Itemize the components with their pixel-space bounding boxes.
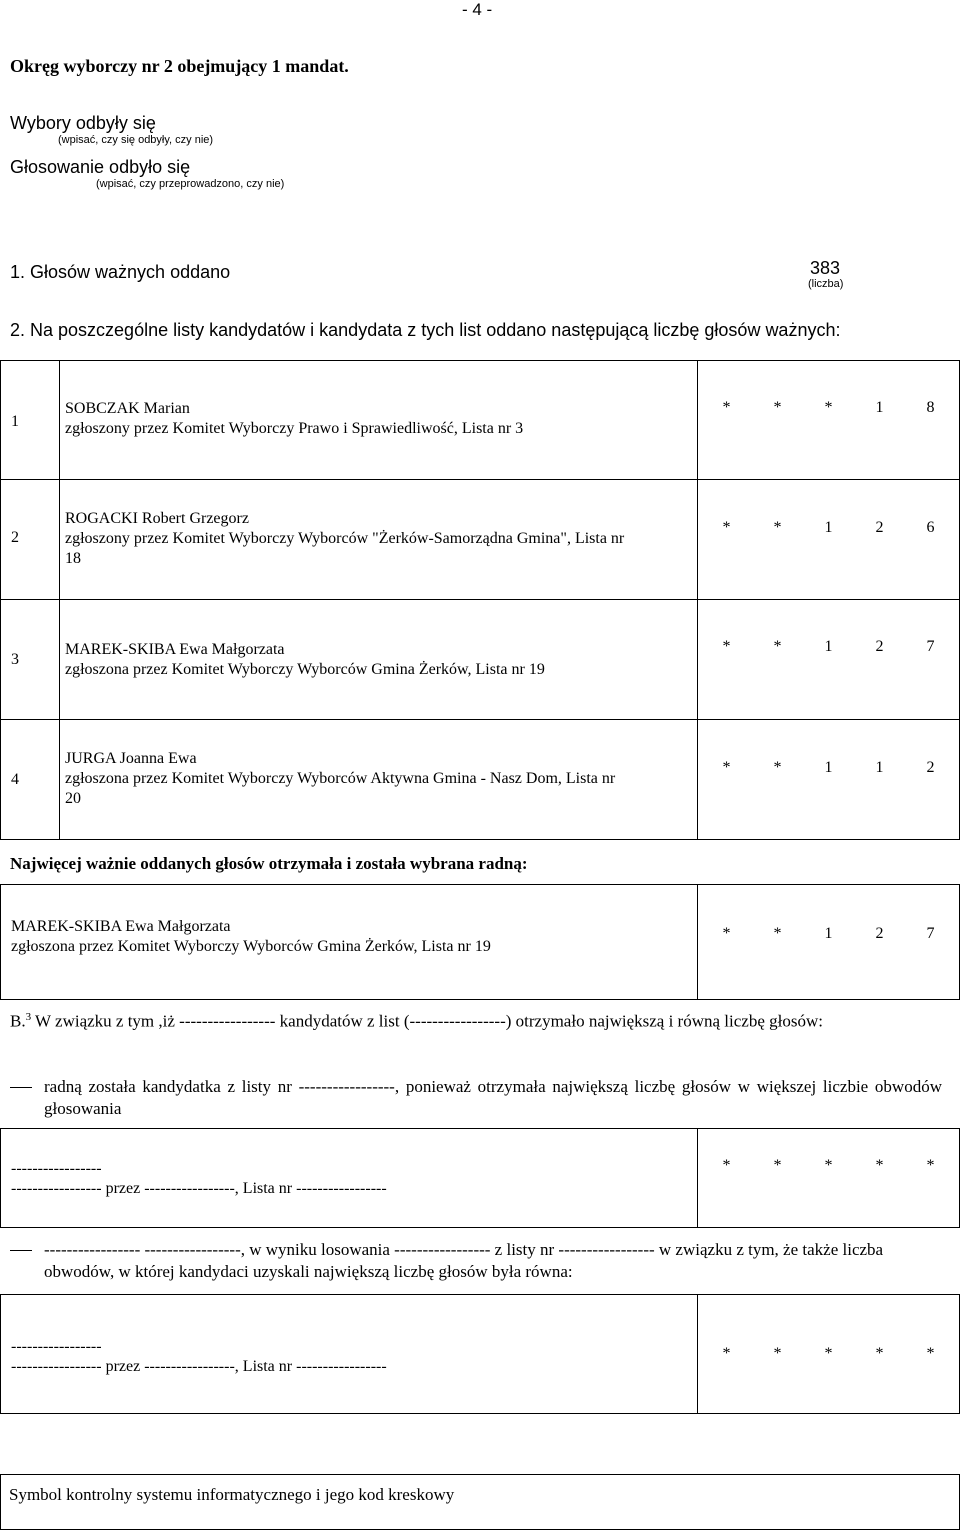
voting-held-label: Głosowanie odbyło się [10, 157, 191, 177]
valid-votes-hint: (liczba) [808, 278, 844, 290]
candidate-details [65, 640, 695, 680]
vote-digit: * [722, 1157, 731, 1174]
vote-digit: 2 [875, 519, 884, 536]
winner-votes [701, 925, 956, 943]
winner-name: MAREK-SKIBA Ewa Małgorzata [11, 918, 231, 935]
vote-digit: * [773, 399, 782, 416]
control-symbol-label: Symbol kontrolny systemu informatycznego i jego kod kreskowy [9, 1485, 455, 1504]
vote-digit: * [722, 519, 731, 536]
bullet-dash [10, 1250, 32, 1251]
blank-candidate-details [11, 1337, 691, 1377]
vote-digit: 1 [824, 519, 833, 536]
control-symbol-box [0, 1474, 960, 1530]
blank-candidate-submitted-by: ----------------- przez -----------------, Lista nr ----------------- [11, 1358, 387, 1375]
candidate-name: SOBCZAK Marian [65, 400, 190, 417]
candidate-votes [701, 399, 956, 417]
bullet-dash [10, 1087, 32, 1088]
blank-candidate-box [0, 1294, 960, 1414]
section-b-paragraph [10, 1006, 942, 1033]
bullet-tie-break-districts: radną została kandydatka z listy nr -----------------, ponieważ otrzymała największą liczbę głosów w większej liczbie obwodów głosowania [44, 1077, 942, 1118]
vote-digit: * [773, 519, 782, 536]
vote-digit: * [773, 759, 782, 776]
candidate-number: 2 [11, 529, 19, 546]
blank-candidate-details [11, 1159, 691, 1199]
candidate-submitted-by: zgłoszony przez Komitet Wyborczy Wyborców "Żerków-Samorządna Gmina", Lista nr [65, 530, 625, 547]
vote-digit: * [773, 925, 782, 942]
candidate-details [65, 399, 695, 439]
vote-digit: 2 [926, 759, 935, 776]
blank-candidate-name: ----------------- [11, 1160, 102, 1177]
section-b-prefix: B. [10, 1011, 26, 1031]
vote-digit: * [824, 1157, 833, 1174]
page-number: - 4 - [462, 0, 493, 19]
vote-digit: * [722, 759, 731, 776]
candidate-submitted-by-cont: 18 [65, 550, 81, 567]
candidate-details [65, 509, 695, 569]
voting-held-hint: (wpisać, czy przeprowadzono, czy nie) [96, 178, 285, 190]
vote-digit: 1 [824, 925, 833, 942]
winner-details [11, 917, 691, 957]
vote-digit: * [722, 638, 731, 655]
candidate-number: 4 [11, 771, 19, 788]
vote-digit: 7 [926, 638, 935, 655]
vote-digit: 2 [875, 925, 884, 942]
candidate-submitted-by: zgłoszony przez Komitet Wyborczy Prawo i Sprawiedliwość, Lista nr 3 [65, 420, 524, 437]
vote-digit: * [875, 1157, 884, 1174]
vote-digit: * [773, 638, 782, 655]
blank-candidate-votes [701, 1157, 956, 1175]
valid-votes-value: 383 [810, 258, 841, 278]
valid-votes-label: 1. Głosów ważnych oddano [10, 262, 231, 282]
vote-digit: * [824, 1345, 833, 1362]
vote-digit: 6 [926, 519, 935, 536]
vote-digit: * [875, 1345, 884, 1362]
footnote-marker: 3 [25, 1011, 32, 1023]
bullet-tie-break-lottery: ----------------- -----------------, w wyniku losowania ----------------- z listy nr ----------------- w związku z tym, że także liczba obwodów, w której kandydaci uzyskali największą liczbę głosów była równa: [44, 1240, 884, 1281]
winner-heading: Najwięcej ważnie oddanych głosów otrzymała i została wybrana radną: [10, 854, 528, 873]
vote-digit: * [722, 399, 731, 416]
elections-held-hint: (wpisać, czy się odbyły, czy nie) [58, 134, 214, 146]
candidate-submitted-by: zgłoszona przez Komitet Wyborczy Wyborców Aktywna Gmina - Nasz Dom, Lista nr [65, 770, 616, 787]
vote-digit: * [824, 399, 833, 416]
candidate-number: 1 [11, 413, 19, 430]
blank-candidate-box [0, 1128, 960, 1228]
candidate-name: ROGACKI Robert Grzegorz [65, 510, 249, 527]
candidate-submitted-by-cont: 20 [65, 790, 81, 807]
vote-digit: 8 [926, 399, 935, 416]
candidate-votes [701, 519, 956, 537]
candidate-submitted-by: zgłoszona przez Komitet Wyborczy Wyborców Gmina Żerków, Lista nr 19 [65, 661, 545, 678]
vote-digit: 1 [875, 759, 884, 776]
candidate-votes [701, 759, 956, 777]
blank-candidate-submitted-by: ----------------- przez -----------------, Lista nr ----------------- [11, 1180, 387, 1197]
lists-intro: 2. Na poszczególne listy kandydatów i kandydata z tych list oddano następującą liczbę głosów ważnych: [10, 320, 841, 340]
vote-digit: * [926, 1345, 935, 1362]
vote-digit: * [773, 1157, 782, 1174]
blank-candidate-name: ----------------- [11, 1338, 102, 1355]
district-heading: Okręg wyborczy nr 2 obejmujący 1 mandat. [10, 56, 349, 76]
section-b-text: W związku z tym ,iż ----------------- kandydatów z list (-----------------) otrzymało największą i równą liczbę głosów: [31, 1011, 823, 1031]
vote-digit: 1 [824, 759, 833, 776]
winner-submitted-by: zgłoszona przez Komitet Wyborczy Wyborców Gmina Żerków, Lista nr 19 [11, 938, 491, 955]
elections-held-label: Wybory odbyły się [10, 113, 156, 133]
vote-digit: 2 [875, 638, 884, 655]
candidate-details [65, 749, 695, 809]
candidate-votes [701, 638, 956, 656]
vote-digit: * [773, 1345, 782, 1362]
candidate-name: JURGA Joanna Ewa [65, 750, 197, 767]
vote-digit: * [926, 1157, 935, 1174]
blank-candidate-votes [701, 1345, 956, 1363]
vote-digit: 7 [926, 925, 935, 942]
candidate-name: MAREK-SKIBA Ewa Małgorzata [65, 641, 285, 658]
candidate-number: 3 [11, 651, 19, 668]
vote-digit: 1 [875, 399, 884, 416]
vote-digit: * [722, 1345, 731, 1362]
vote-digit: 1 [824, 638, 833, 655]
candidates-table [0, 360, 960, 840]
winner-box [0, 884, 960, 1000]
vote-digit: * [722, 925, 731, 942]
